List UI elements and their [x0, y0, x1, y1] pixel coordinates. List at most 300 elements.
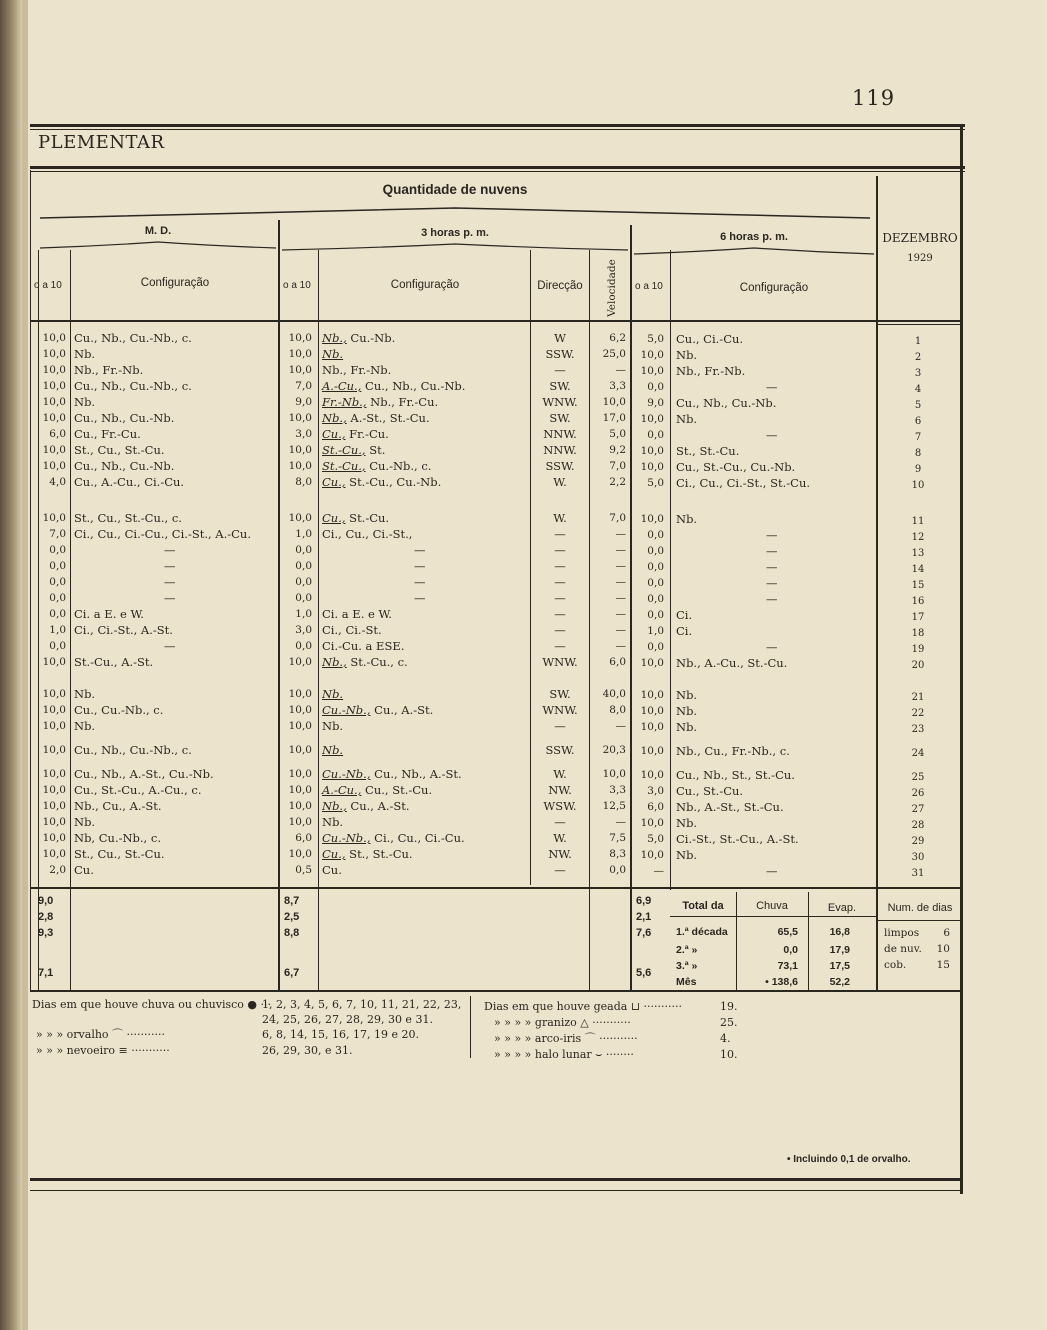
numdias-value: 10	[936, 943, 950, 955]
totals-row-evap: 17,9	[829, 944, 850, 956]
md-configuration: Nb.	[74, 815, 96, 829]
h3-configuration-dominant: Cu.,	[322, 427, 346, 441]
md-quantity: 0,0	[49, 592, 66, 604]
day-number: 6	[914, 416, 922, 427]
h6-configuration: Nb.	[676, 348, 698, 362]
h3-quantity: 10,0	[288, 800, 312, 812]
h3-configuration	[414, 591, 426, 605]
h6-quantity: 0,0	[647, 429, 664, 441]
md-configuration: Nb.	[74, 395, 96, 409]
numdias-header-rule	[878, 920, 960, 921]
md-configuration: Cu., Nb., A.-St., Cu.-Nb.	[74, 767, 214, 781]
footnote: • Incluindo 0,1 de orvalho.	[787, 1154, 911, 1165]
header-year: 1929	[907, 253, 933, 264]
h3-configuration	[322, 459, 431, 473]
header-rule-thin	[30, 171, 965, 172]
day-number: 2	[914, 352, 922, 363]
wind-direction: —	[554, 719, 566, 733]
h3-quantity: 0,0	[295, 560, 312, 572]
h3-configuration-rest: Ci., Ci.-St.	[322, 623, 382, 637]
wind-velocity: —	[615, 720, 626, 732]
h3-config-label: Configuração	[390, 279, 460, 291]
h3-configuration	[322, 639, 404, 653]
md-quantity: 7,0	[49, 528, 66, 540]
md-configuration: —	[164, 543, 176, 557]
h3-configuration	[322, 655, 408, 669]
h6-quantity: 0,0	[647, 545, 664, 557]
h3-quantity: 10,0	[288, 412, 312, 424]
wind-velocity: 40,0	[602, 688, 626, 700]
h6-scale-label: o a 10	[635, 281, 663, 292]
wind-velocity: 10,0	[602, 396, 626, 408]
md-configuration: Ci., Ci.-St., A.-St.	[74, 623, 173, 637]
h3-configuration-rest: Ci., Cu., Ci.-Cu.	[370, 831, 465, 845]
day-number: 7	[914, 432, 922, 443]
h6-quantity: 10,0	[640, 689, 664, 701]
md-quantity: 10,0	[42, 396, 66, 408]
wind-direction: NW.	[548, 783, 572, 797]
md-quantity: 10,0	[42, 688, 66, 700]
h3-configuration	[414, 559, 426, 573]
subheader-rule	[30, 320, 960, 322]
h3-configuration-dominant: Nb.	[322, 743, 344, 757]
h3-configuration-rest: St.-Cu.	[345, 511, 390, 525]
day-number: 25	[911, 772, 925, 783]
h3-configuration-dominant: St.-Cu.,	[322, 459, 366, 473]
h3-configuration-rest: St.-Cu., c.	[346, 655, 408, 669]
day-number: 17	[911, 612, 925, 623]
md-configuration: St.-Cu., A.-St.	[74, 655, 154, 669]
h3-mean: 8,7	[284, 895, 300, 907]
h6-quantity: 10,0	[640, 705, 664, 717]
h3-mean: 8,8	[284, 927, 300, 939]
wind-direction: —	[554, 575, 566, 589]
md-scale-label: o a 10	[34, 280, 62, 291]
h3-configuration-dominant: A.-Cu.,	[322, 379, 362, 393]
day-number: 31	[911, 868, 925, 879]
h3-configuration-rest: Nb., Fr.-Cu.	[366, 395, 439, 409]
h3-configuration	[322, 607, 392, 621]
day-number: 14	[911, 564, 925, 575]
h3-configuration	[322, 347, 343, 361]
wind-velocity: —	[615, 640, 626, 652]
note-right-value: 25.	[720, 1016, 738, 1029]
md-quantity: 10,0	[42, 768, 66, 780]
wind-velocity: —	[615, 624, 626, 636]
wind-direction: WNW.	[542, 703, 578, 717]
md-quantity: 0,0	[49, 560, 66, 572]
h3-configuration-rest: Cu.	[322, 863, 342, 877]
h3-configuration	[322, 427, 389, 441]
note-left-value: 26, 29, 30, e 31.	[262, 1044, 353, 1057]
h6-configuration: Ci.-St., St.-Cu., A.-St.	[676, 832, 799, 846]
h6-quantity: 10,0	[640, 513, 664, 525]
md-configuration: Cu., Cu.-Nb., c.	[74, 703, 164, 717]
md-configuration: Cu., A.-Cu., Ci.-Cu.	[74, 475, 185, 489]
h3-configuration-rest: Cu.-Nb., c.	[365, 459, 432, 473]
h6-configuration: Nb.	[676, 816, 698, 830]
wind-direction: —	[554, 623, 566, 637]
day-number: 12	[911, 532, 925, 543]
h3-configuration	[322, 743, 343, 757]
h3-configuration-rest: St.	[365, 443, 386, 457]
totals-header-chuva: Chuva	[756, 900, 788, 912]
h3-configuration-dominant: Nb.	[322, 347, 344, 361]
h3-mean: 2,5	[284, 911, 300, 923]
h3-configuration-rest: St., St.-Cu.	[345, 847, 413, 861]
h3-configuration-rest: Cu., Nb., Cu.-Nb.	[361, 379, 466, 393]
h6-configuration: Nb.	[676, 512, 698, 526]
totals-row-label: Mês	[676, 976, 697, 988]
h3-quantity: 10,0	[288, 704, 312, 716]
day-number: 27	[911, 804, 925, 815]
note-right-value: 10.	[720, 1048, 738, 1061]
day-number: 5	[914, 400, 922, 411]
md-configuration: Ci., Cu., Ci.-Cu., Ci.-St., A.-Cu.	[74, 527, 251, 541]
md-mean: 9,0	[38, 895, 54, 907]
day-col-rule	[876, 324, 960, 325]
h3-configuration-rest: Cu., A.-St.	[370, 703, 434, 717]
h3-scale-label: o a 10	[283, 280, 311, 291]
wind-direction: —	[554, 363, 566, 377]
totals-row-chuva: 65,5	[777, 926, 798, 938]
md-configuration: Nb., Fr.-Nb.	[74, 363, 144, 377]
header-brace-md	[40, 240, 276, 250]
wind-direction: —	[554, 607, 566, 621]
h3-configuration-dominant: A.-Cu.,	[322, 783, 362, 797]
md-quantity: 0,0	[49, 608, 66, 620]
md-configuration: Cu., Fr.-Cu.	[74, 427, 141, 441]
col-sep-3h-scale	[318, 250, 319, 990]
h3-configuration-rest: —	[414, 543, 426, 557]
h3-quantity: 10,0	[288, 720, 312, 732]
md-quantity: 10,0	[42, 744, 66, 756]
h3-configuration	[322, 815, 343, 829]
h3-quantity: 1,0	[295, 528, 312, 540]
note-left-value-cont: 24, 25, 26, 27, 28, 29, 30 e 31.	[262, 1013, 433, 1026]
md-configuration: Nb, Cu.-Nb., c.	[74, 831, 161, 845]
header-6h: 6 horas p. m.	[720, 231, 788, 243]
totals-header-label: Total da	[682, 900, 724, 912]
h3-configuration	[414, 543, 426, 557]
md-configuration: St., Cu., St.-Cu.	[74, 443, 165, 457]
wind-velocity: 12,5	[602, 800, 626, 812]
wind-velocity: —	[615, 528, 626, 540]
h3-configuration-dominant: Fr.-Nb.,	[322, 395, 367, 409]
wind-direction: —	[554, 527, 566, 541]
wind-velocity: —	[615, 364, 626, 376]
bottom-rule-thin	[30, 1190, 963, 1191]
top-rule	[30, 124, 965, 127]
md-configuration: Nb.	[74, 347, 96, 361]
h3-configuration-rest: Ci.-Cu. a ESE.	[322, 639, 405, 653]
h3-quantity: 10,0	[288, 744, 312, 756]
h6-quantity: 3,0	[647, 785, 664, 797]
section-title: PLEMENTAR	[38, 132, 165, 153]
h6-quantity: 10,0	[640, 849, 664, 861]
h3-configuration	[322, 703, 433, 717]
h3-quantity: 10,0	[288, 512, 312, 524]
direction-label: Direcção	[537, 280, 583, 292]
h3-configuration-rest: Nb.	[322, 815, 344, 829]
h6-configuration: Nb.	[676, 704, 698, 718]
h3-configuration-dominant: Cu.-Nb.,	[322, 767, 371, 781]
h6-quantity: 0,0	[647, 561, 664, 573]
totals-row-label: 2.ª »	[676, 944, 698, 956]
md-quantity: 10,0	[42, 332, 66, 344]
md-configuration: Cu., St.-Cu., A.-Cu., c.	[74, 783, 202, 797]
h3-quantity: 10,0	[288, 364, 312, 376]
h6-quantity: 10,0	[640, 817, 664, 829]
h3-quantity: 3,0	[295, 624, 312, 636]
day-number: 9	[914, 464, 922, 475]
wind-velocity: 7,0	[609, 460, 626, 472]
md-configuration: St., Cu., St.-Cu.	[74, 847, 165, 861]
h3-quantity: 9,0	[295, 396, 312, 408]
h3-quantity: 3,0	[295, 428, 312, 440]
top-rule-thin	[30, 129, 965, 130]
md-configuration: Cu.	[74, 863, 94, 877]
note-left-label: » » » nevoeiro ≡ ···········	[36, 1044, 170, 1057]
day-number: 15	[911, 580, 925, 591]
h3-configuration-rest: Nb.	[322, 719, 344, 733]
h3-mean: 6,7	[284, 967, 300, 979]
totals-row-chuva: 0,0	[783, 944, 798, 956]
note-left-value: 1, 2, 3, 4, 5, 6, 7, 10, 11, 21, 22, 23,	[262, 998, 462, 1011]
header-brace-3h	[282, 242, 628, 252]
h6-quantity: 10,0	[640, 745, 664, 757]
totals-sep-2	[808, 892, 809, 990]
header-rule	[30, 166, 965, 169]
means-rule	[30, 887, 960, 889]
wind-velocity: 17,0	[602, 412, 626, 424]
h3-configuration-rest: —	[414, 575, 426, 589]
day-number: 10	[911, 480, 925, 491]
md-quantity: 0,0	[49, 576, 66, 588]
wind-velocity: 3,3	[609, 784, 626, 796]
md-quantity: 10,0	[42, 720, 66, 732]
bottom-rule	[30, 1178, 963, 1181]
md-configuration: Cu., Nb., Cu.-Nb., c.	[74, 743, 192, 757]
wind-direction: W.	[553, 831, 567, 845]
h6-configuration: —	[766, 640, 778, 654]
book-gutter	[22, 0, 28, 1330]
h6-quantity: 0,0	[647, 641, 664, 653]
md-configuration: St., Cu., St.-Cu., c.	[74, 511, 182, 525]
day-number: 23	[911, 724, 925, 735]
h3-quantity: 10,0	[288, 444, 312, 456]
h6-quantity: 1,0	[647, 625, 664, 637]
wind-direction: —	[554, 591, 566, 605]
h3-quantity: 0,0	[295, 576, 312, 588]
h3-configuration-dominant: Nb.	[322, 687, 344, 701]
wind-velocity: 5,0	[609, 428, 626, 440]
numdias-label: cob.	[884, 959, 907, 971]
h6-quantity: 6,0	[647, 801, 664, 813]
col-sep-md	[70, 250, 71, 990]
h3-configuration	[322, 527, 412, 541]
h6-configuration: —	[766, 528, 778, 542]
note-right-value: 4.	[720, 1032, 731, 1045]
h6-quantity: 10,0	[640, 769, 664, 781]
h3-configuration-dominant: Cu.,	[322, 511, 346, 525]
h6-mean: 7,6	[636, 927, 652, 939]
md-quantity: 10,0	[42, 848, 66, 860]
h6-configuration: Cu., St.-Cu., Cu.-Nb.	[676, 460, 796, 474]
md-config-label: Configuração	[140, 277, 210, 289]
h3-configuration-dominant: Nb.,	[322, 331, 347, 345]
wind-direction: W.	[553, 475, 567, 489]
md-mean: 2,8	[38, 911, 54, 923]
md-quantity: 10,0	[42, 364, 66, 376]
h6-configuration: Cu., Nb., St., St.-Cu.	[676, 768, 795, 782]
h3-configuration-rest: A.-St., St.-Cu.	[346, 411, 430, 425]
wind-direction: WNW.	[542, 655, 578, 669]
h3-configuration-rest: Nb., Fr.-Nb.	[322, 363, 392, 377]
col-sep-6h-scale	[670, 250, 671, 890]
md-configuration: Cu., Nb., Cu.-Nb.	[74, 459, 175, 473]
h3-configuration	[322, 767, 462, 781]
h6-configuration: Nb., Fr.-Nb.	[676, 364, 746, 378]
md-quantity: 10,0	[42, 656, 66, 668]
h6-mean: 6,9	[636, 895, 652, 907]
day-number: 13	[911, 548, 925, 559]
h6-configuration: Nb.	[676, 688, 698, 702]
h3-configuration-dominant: Cu.,	[322, 475, 346, 489]
h6-quantity: 5,0	[647, 833, 664, 845]
book-spine-shadow	[0, 0, 22, 1330]
note-right-value: 19.	[720, 1000, 738, 1013]
h6-quantity: 0,0	[647, 381, 664, 393]
h6-configuration: —	[766, 428, 778, 442]
md-quantity: 1,0	[49, 624, 66, 636]
md-configuration: Nb., Cu., A.-St.	[74, 799, 162, 813]
h3-configuration	[322, 863, 342, 877]
header-month: DEZEMBRO	[882, 231, 958, 245]
md-configuration: Nb.	[74, 687, 96, 701]
h3-quantity: 10,0	[288, 768, 312, 780]
h6-quantity: 0,0	[647, 529, 664, 541]
wind-velocity: 6,2	[609, 332, 626, 344]
md-mean: 9,3	[38, 927, 54, 939]
wind-velocity: 20,3	[602, 744, 626, 756]
wind-direction: —	[554, 815, 566, 829]
h3-configuration	[322, 475, 441, 489]
md-configuration: —	[164, 591, 176, 605]
md-mean: 7,1	[38, 967, 54, 979]
h3-configuration-dominant: Cu.-Nb.,	[322, 703, 371, 717]
h3-quantity: 10,0	[288, 816, 312, 828]
md-configuration: —	[164, 639, 176, 653]
h3-configuration	[322, 363, 391, 377]
wind-direction: W.	[553, 767, 567, 781]
wind-direction: —	[554, 543, 566, 557]
header-brace-main	[40, 206, 870, 222]
velocity-label	[598, 258, 626, 318]
wind-velocity: —	[615, 576, 626, 588]
h3-quantity: 10,0	[288, 656, 312, 668]
h6-configuration: Cu., Nb., Cu.-Nb.	[676, 396, 777, 410]
right-frame	[960, 124, 963, 1194]
h3-configuration-rest: Fr.-Cu.	[345, 427, 389, 441]
md-configuration: Cu., Nb., Cu.-Nb., c.	[74, 379, 192, 393]
h3-configuration	[322, 623, 382, 637]
day-number: 26	[911, 788, 925, 799]
h3-configuration	[322, 443, 385, 457]
md-quantity: 10,0	[42, 444, 66, 456]
day-number: 20	[911, 660, 925, 671]
h3-configuration-dominant: Nb.,	[322, 799, 347, 813]
h6-quantity: 0,0	[647, 593, 664, 605]
h6-configuration: Cu., Ci.-Cu.	[676, 332, 744, 346]
h3-quantity: 10,0	[288, 460, 312, 472]
wind-velocity: —	[615, 816, 626, 828]
wind-velocity: 3,3	[609, 380, 626, 392]
header-3h: 3 horas p. m.	[421, 227, 489, 239]
h6-quantity: 9,0	[647, 397, 664, 409]
md-configuration: —	[164, 559, 176, 573]
h6-quantity: —	[653, 865, 664, 877]
note-right-label: Dias em que houve geada ⊔ ···········	[484, 1000, 682, 1013]
h3-configuration-rest: —	[414, 559, 426, 573]
h6-quantity: 10,0	[640, 461, 664, 473]
wind-velocity: 7,0	[609, 512, 626, 524]
totals-header-evap: Evap.	[827, 902, 857, 914]
h6-quantity: 10,0	[640, 445, 664, 457]
h6-quantity: 0,0	[647, 609, 664, 621]
h3-quantity: 0,5	[295, 864, 312, 876]
h3-quantity: 10,0	[288, 848, 312, 860]
day-number: 29	[911, 836, 925, 847]
h6-configuration: Nb., Cu., Fr.-Nb., c.	[676, 744, 790, 758]
notes-separator	[470, 996, 471, 1058]
h6-quantity: 5,0	[647, 477, 664, 489]
numdias-value: 6	[943, 927, 950, 939]
h6-quantity: 10,0	[640, 349, 664, 361]
wind-velocity: —	[615, 608, 626, 620]
md-quantity: 10,0	[42, 784, 66, 796]
h6-quantity: 10,0	[640, 413, 664, 425]
note-right-label: » » » » granizo △ ···········	[494, 1016, 631, 1029]
day-number: 16	[911, 596, 925, 607]
h3-configuration-dominant: Cu.,	[322, 847, 346, 861]
wind-velocity: 9,2	[609, 444, 626, 456]
md-configuration: Nb.	[74, 719, 96, 733]
h6-config-label: Configuração	[739, 282, 809, 294]
h3-configuration-dominant: Nb.,	[322, 411, 347, 425]
day-number: 30	[911, 852, 925, 863]
wind-direction: SSW.	[545, 743, 575, 757]
note-right-label: » » » » arco-iris ⌒ ···········	[494, 1032, 638, 1045]
totals-header-rule	[670, 916, 876, 917]
day-number: 28	[911, 820, 925, 831]
note-left-value: 6, 8, 14, 15, 16, 17, 19 e 20.	[262, 1028, 419, 1041]
wind-direction: SW.	[549, 687, 571, 701]
md-quantity: 10,0	[42, 816, 66, 828]
md-quantity: 10,0	[42, 460, 66, 472]
totals-row-label: 3.ª »	[676, 960, 698, 972]
h6-quantity: 5,0	[647, 333, 664, 345]
wind-velocity: 7,5	[609, 832, 626, 844]
h3-quantity: 8,0	[295, 476, 312, 488]
md-quantity: 2,0	[49, 864, 66, 876]
page-number: 119	[852, 86, 896, 110]
wind-direction: —	[554, 639, 566, 653]
h6-configuration: —	[766, 380, 778, 394]
day-number: 1	[914, 336, 922, 347]
md-quantity: 10,0	[42, 348, 66, 360]
h6-configuration: Nb., A.-Cu., St.-Cu.	[676, 656, 788, 670]
